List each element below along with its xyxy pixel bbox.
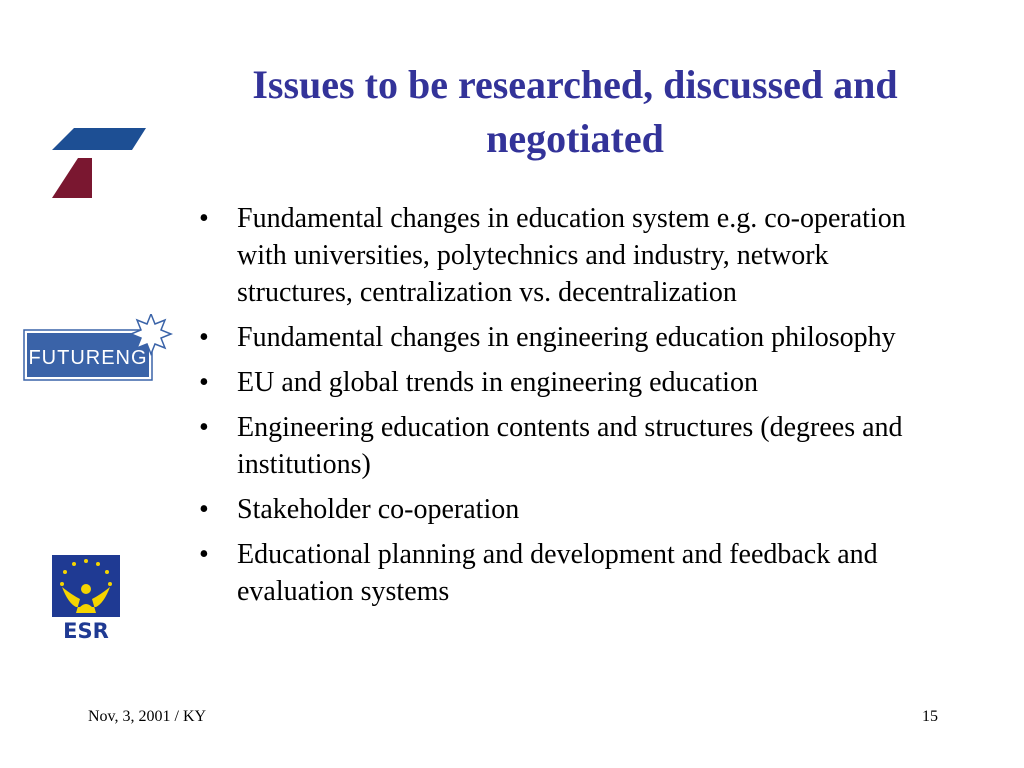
esr-figure-head — [81, 584, 91, 594]
bullet-text: Fundamental changes in engineering education philosophy — [237, 322, 896, 353]
bullet-item — [196, 319, 941, 356]
bullet-text: Engineering education contents and structures (degrees and institutions) — [237, 412, 903, 480]
bullet-dot-icon: • — [199, 539, 209, 570]
bullet-dot-icon: • — [199, 322, 209, 353]
t-logo-icon — [52, 128, 146, 198]
esr-star-icon — [105, 570, 109, 574]
esr-logo-icon — [52, 555, 120, 641]
bullet-dot-icon: • — [199, 412, 209, 443]
page-number: 15 — [922, 708, 938, 725]
t-logo-blue-bar — [52, 128, 146, 150]
bullet-item — [196, 200, 941, 311]
futureng-logo — [23, 314, 175, 389]
esr-star-icon — [84, 559, 88, 563]
bullet-text: Fundamental changes in education system e.g. co-operation with universities, polytechnics and industry, network structures, centralization vs. decentralization — [237, 203, 906, 308]
esr-logo-text: ESR — [63, 619, 109, 641]
futureng-star-icon — [131, 314, 171, 354]
bullet-text: EU and global trends in engineering education — [237, 367, 758, 398]
esr-star-icon — [108, 582, 112, 586]
bullet-dot-icon: • — [199, 203, 209, 234]
esr-logo — [52, 555, 120, 646]
footer-date-author: Nov, 3, 2001 / KY — [88, 708, 207, 725]
esr-star-icon — [72, 562, 76, 566]
bullet-text: Stakeholder co-operation — [237, 494, 520, 525]
bullet-item — [196, 536, 941, 610]
bullet-dot-icon: • — [199, 494, 209, 525]
esr-star-icon — [60, 582, 64, 586]
bullet-text: Educational planning and development and feedback and evaluation systems — [237, 539, 878, 607]
esr-star-icon — [96, 562, 100, 566]
bullet-item — [196, 491, 941, 528]
futureng-logo-text: FUTURENG — [28, 347, 148, 369]
slide-title: Issues to be researched, discussed and negotiated — [252, 62, 898, 161]
bullet-dot-icon: • — [199, 367, 209, 398]
esr-star-icon — [63, 570, 67, 574]
bullet-item — [196, 409, 941, 483]
futureng-logo-icon — [23, 314, 175, 384]
bullet-list — [196, 200, 941, 618]
bullet-item — [196, 364, 941, 401]
t-logo-red-stem — [52, 158, 92, 198]
